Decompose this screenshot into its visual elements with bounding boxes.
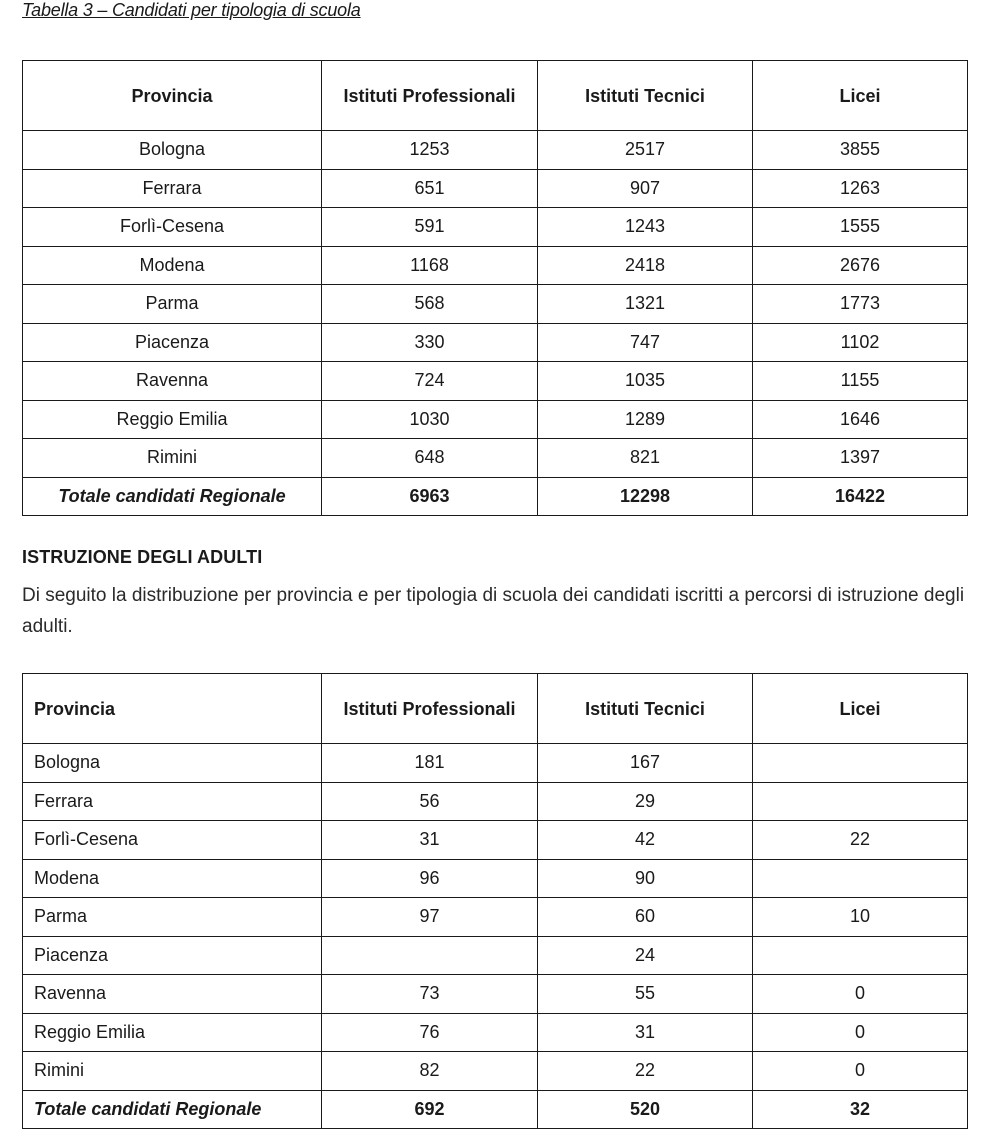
- cell-provincia: Rimini: [23, 439, 322, 478]
- cell-istituti-tecnici: 24: [538, 936, 753, 975]
- header-provincia: Provincia: [23, 674, 322, 744]
- cell-istituti-professionali: 181: [322, 744, 538, 783]
- cell-provincia: Ravenna: [23, 362, 322, 401]
- table-body: [23, 131, 968, 478]
- cell-istituti-professionali: [322, 936, 538, 975]
- cell-istituti-tecnici: 42: [538, 821, 753, 860]
- cell-istituti-tecnici: 55: [538, 975, 753, 1014]
- cell-provincia: Bologna: [23, 131, 322, 170]
- table-total-row: [23, 1090, 968, 1129]
- cell-istituti-tecnici: 1321: [538, 285, 753, 324]
- header-provincia: Provincia: [23, 61, 322, 131]
- cell-istituti-tecnici: 907: [538, 169, 753, 208]
- cell-istituti-professionali: 591: [322, 208, 538, 247]
- cell-licei: [753, 782, 968, 821]
- table-row: [23, 323, 968, 362]
- total-label: Totale candidati Regionale: [23, 477, 322, 516]
- cell-provincia: Bologna: [23, 744, 322, 783]
- total-istituti-tecnici: 520: [538, 1090, 753, 1129]
- table-total-row: [23, 477, 968, 516]
- section-title: ISTRUZIONE DEGLI ADULTI: [22, 547, 263, 567]
- cell-istituti-professionali: 97: [322, 898, 538, 937]
- table-row: [23, 400, 968, 439]
- total-istituti-professionali: 692: [322, 1090, 538, 1129]
- table-row: [23, 439, 968, 478]
- header-istituti-tecnici: Istituti Tecnici: [538, 674, 753, 744]
- cell-istituti-professionali: 724: [322, 362, 538, 401]
- cell-provincia: Ferrara: [23, 782, 322, 821]
- cell-licei: 3855: [753, 131, 968, 170]
- table-caption: Tabella 3 – Candidati per tipologia di scuola: [22, 0, 361, 20]
- cell-istituti-professionali: 568: [322, 285, 538, 324]
- table-row: [23, 362, 968, 401]
- cell-licei: 1773: [753, 285, 968, 324]
- cell-istituti-professionali: 76: [322, 1013, 538, 1052]
- table-row: [23, 744, 968, 783]
- header-istituti-tecnici: Istituti Tecnici: [538, 61, 753, 131]
- cell-istituti-tecnici: 22: [538, 1052, 753, 1091]
- candidates-table: [22, 60, 968, 516]
- cell-provincia: Modena: [23, 246, 322, 285]
- cell-istituti-tecnici: 1035: [538, 362, 753, 401]
- cell-provincia: Reggio Emilia: [23, 1013, 322, 1052]
- cell-istituti-professionali: 651: [322, 169, 538, 208]
- table-row: [23, 208, 968, 247]
- total-label: Totale candidati Regionale: [23, 1090, 322, 1129]
- cell-istituti-tecnici: 60: [538, 898, 753, 937]
- cell-istituti-tecnici: 90: [538, 859, 753, 898]
- cell-istituti-tecnici: 821: [538, 439, 753, 478]
- cell-provincia: Reggio Emilia: [23, 400, 322, 439]
- cell-licei: 1397: [753, 439, 968, 478]
- table-row: [23, 169, 968, 208]
- cell-istituti-professionali: 56: [322, 782, 538, 821]
- table-row: [23, 975, 968, 1014]
- cell-provincia: Forlì-Cesena: [23, 821, 322, 860]
- cell-licei: 1263: [753, 169, 968, 208]
- cell-licei: 0: [753, 975, 968, 1014]
- table-row: [23, 936, 968, 975]
- cell-licei: 1102: [753, 323, 968, 362]
- cell-istituti-professionali: 1253: [322, 131, 538, 170]
- cell-provincia: Rimini: [23, 1052, 322, 1091]
- cell-provincia: Parma: [23, 898, 322, 937]
- cell-istituti-tecnici: 31: [538, 1013, 753, 1052]
- cell-licei: 1555: [753, 208, 968, 247]
- cell-licei: [753, 936, 968, 975]
- total-istituti-professionali: 6963: [322, 477, 538, 516]
- adult-education-table: [22, 673, 968, 1129]
- table-row: [23, 821, 968, 860]
- table-row: [23, 859, 968, 898]
- cell-licei: [753, 859, 968, 898]
- total-licei: 32: [753, 1090, 968, 1129]
- cell-provincia: Forlì-Cesena: [23, 208, 322, 247]
- cell-istituti-tecnici: 747: [538, 323, 753, 362]
- table-header-row: [23, 674, 968, 744]
- cell-licei: 22: [753, 821, 968, 860]
- table-row: [23, 898, 968, 937]
- cell-licei: 10: [753, 898, 968, 937]
- cell-istituti-tecnici: 1243: [538, 208, 753, 247]
- table-body: [23, 744, 968, 1091]
- cell-istituti-tecnici: 167: [538, 744, 753, 783]
- cell-istituti-professionali: 1030: [322, 400, 538, 439]
- cell-licei: 1646: [753, 400, 968, 439]
- cell-istituti-tecnici: 2517: [538, 131, 753, 170]
- header-istituti-professionali: Istituti Professionali: [322, 674, 538, 744]
- cell-istituti-professionali: 73: [322, 975, 538, 1014]
- table-row: [23, 246, 968, 285]
- cell-provincia: Piacenza: [23, 323, 322, 362]
- cell-istituti-professionali: 96: [322, 859, 538, 898]
- section-description: Di seguito la distribuzione per provincia e per tipologia di scuola dei candidati iscritti a percorsi di istruzione degli adulti.: [22, 585, 965, 637]
- cell-provincia: Modena: [23, 859, 322, 898]
- table-row: [23, 131, 968, 170]
- cell-licei: 0: [753, 1013, 968, 1052]
- header-istituti-professionali: Istituti Professionali: [322, 61, 538, 131]
- cell-istituti-tecnici: 1289: [538, 400, 753, 439]
- cell-istituti-professionali: 82: [322, 1052, 538, 1091]
- header-licei: Licei: [753, 674, 968, 744]
- cell-istituti-tecnici: 2418: [538, 246, 753, 285]
- table-header-row: [23, 61, 968, 131]
- table-row: [23, 285, 968, 324]
- table-row: [23, 1013, 968, 1052]
- cell-licei: 2676: [753, 246, 968, 285]
- cell-licei: [753, 744, 968, 783]
- total-istituti-tecnici: 12298: [538, 477, 753, 516]
- cell-provincia: Ferrara: [23, 169, 322, 208]
- cell-licei: 0: [753, 1052, 968, 1091]
- cell-licei: 1155: [753, 362, 968, 401]
- header-licei: Licei: [753, 61, 968, 131]
- cell-istituti-professionali: 330: [322, 323, 538, 362]
- total-licei: 16422: [753, 477, 968, 516]
- cell-provincia: Ravenna: [23, 975, 322, 1014]
- cell-istituti-professionali: 648: [322, 439, 538, 478]
- table-row: [23, 782, 968, 821]
- cell-istituti-professionali: 31: [322, 821, 538, 860]
- table-row: [23, 1052, 968, 1091]
- cell-provincia: Piacenza: [23, 936, 322, 975]
- cell-provincia: Parma: [23, 285, 322, 324]
- cell-istituti-tecnici: 29: [538, 782, 753, 821]
- cell-istituti-professionali: 1168: [322, 246, 538, 285]
